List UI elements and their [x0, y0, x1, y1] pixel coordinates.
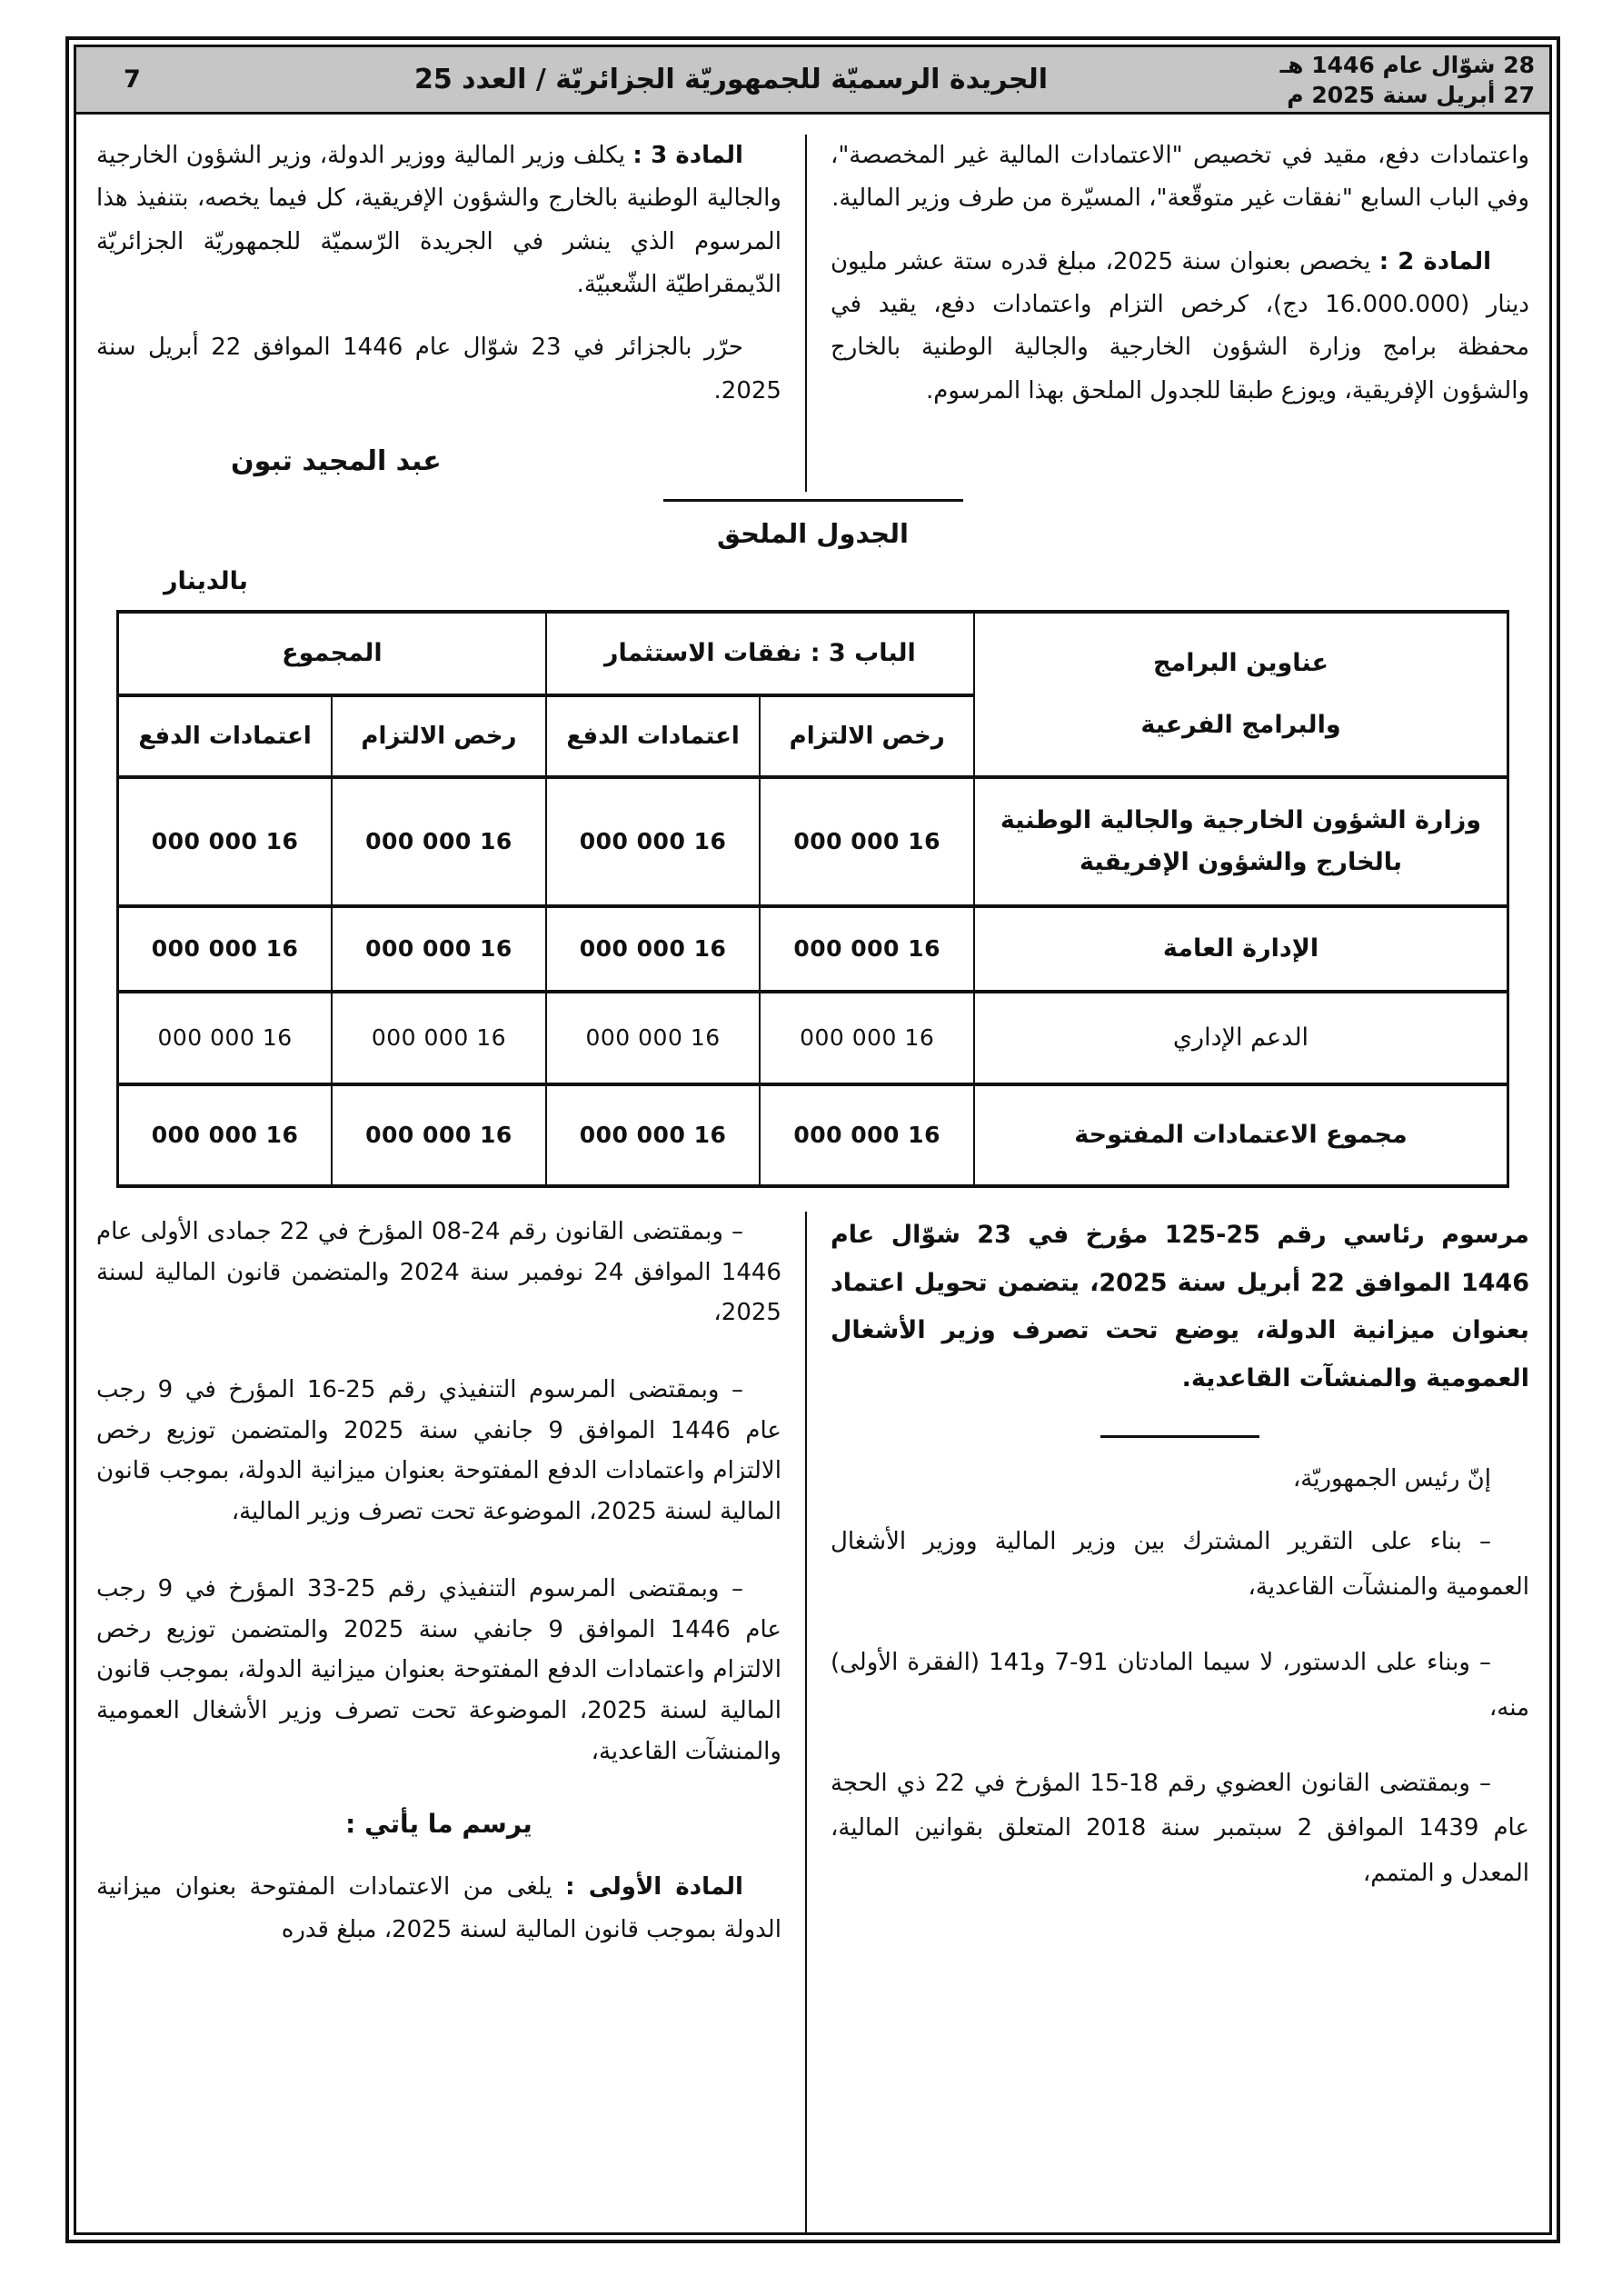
visa-paragraph: – بناء على التقرير المشترك بين وزير المالية ووزير الأشغال العمومية والمنشآت القاعدية،	[830, 1528, 1529, 1601]
row-value: 16 000 000	[118, 906, 333, 992]
row-value: 16 000 000	[118, 777, 333, 906]
table-header-groups	[118, 612, 1508, 695]
row-value: 16 000 000	[332, 992, 546, 1084]
row-value: 16 000 000	[760, 992, 974, 1084]
table-row	[118, 906, 1508, 992]
president-signature: عبد المجيد تبون	[231, 444, 442, 477]
decree-divider-rule	[1100, 1435, 1259, 1438]
subheader-total-commitment: رخص الالتزام	[332, 695, 546, 777]
visa-paragraph: – وبمقتضى المرسوم التنفيذي رقم 25-16 المؤرخ في 9 رجب عام 1446 الموافق 9 جانفي سنة 2025 والمتضمن توزيع رخص الالتزام واعتمادات الدفع المفتوحة بعنوان ميزانية الدولة، بموجب قانون المالية لسنة 2025، الموضوعة تحت تصرف وزير المالية،	[96, 1376, 781, 1526]
article-1-text: يلغى من الاعتمادات المفتوحة بعنوان ميزانية الدولة بموجب قانون المالية لسنة 2025، مبلغ قدره	[96, 1872, 781, 1943]
enactment-formula: يرسم ما يأتي :	[345, 1808, 532, 1839]
group-header-chapter3: الباب 3 : نفقات الاستثمار	[546, 612, 974, 695]
journal-title: الجريدة الرسميّة للجمهوريّة الجزائريّة / العدد 25	[413, 64, 1049, 95]
top-columns	[76, 115, 1549, 492]
row-value: 16 000 000	[760, 1084, 974, 1186]
annex-currency-note: بالدينار	[164, 566, 248, 595]
column-header-programs	[974, 612, 1508, 777]
masthead	[76, 47, 1549, 115]
top-left-column	[87, 135, 805, 492]
table-row	[118, 777, 1508, 906]
group-header-total: المجموع	[118, 612, 546, 695]
row-value: 16 000 000	[332, 906, 546, 992]
top-right-column	[805, 135, 1538, 492]
row-value: 16 000 000	[760, 777, 974, 906]
table-row-total	[118, 1084, 1508, 1186]
masthead-dates	[1249, 50, 1549, 110]
gregorian-date: 27 أبريل سنة 2025 م	[1287, 81, 1535, 108]
row-value: 16 000 000	[118, 1084, 333, 1186]
hijri-date: 28 شوّال عام 1446 هـ	[1279, 51, 1535, 78]
article-3-text: يكلف وزير المالية ووزير الدولة، وزير الشؤون الخارجية والجالية الوطنية بالخارج والشؤون الإفريقية، كل فيما يخصه، بتنفيذ هذا المرسوم الذي ينشر في الجريدة الرّسميّة للجمهوريّة الجزائريّة الدّيمقراطيّة الشّعبيّة.	[96, 142, 781, 298]
done-at-paragraph: حرّر بالجزائر في 23 شوّال عام 1446 الموافق 22 أبريل سنة 2025.	[96, 334, 781, 404]
subheader-chapter3-payment: اعتمادات الدفع	[546, 695, 761, 777]
article-2-label: المادة 2 :	[1378, 247, 1491, 275]
row-label: الإدارة العامة	[974, 906, 1508, 992]
row-value: 16 000 000	[546, 992, 761, 1084]
bottom-columns	[76, 1188, 1549, 2232]
row-value: 16 000 000	[760, 906, 974, 992]
row-value: 16 000 000	[546, 906, 761, 992]
annex-table	[116, 610, 1509, 1188]
article-2-text: يخصص بعنوان سنة 2025، مبلغ قدره ستة عشر مليون دينار (16.000.000 دج)، كرخص التزام واعتمادات دفع، يقيد في محفظة برامج وزارة الشؤون الخارجية والجالية الوطنية بالخارج والشؤون الإفريقية، ويوزع طبقا للجدول الملحق بهذا المرسوم.	[830, 247, 1529, 404]
article-1-label: المادة الأولى :	[565, 1872, 743, 1901]
gazette-page	[65, 36, 1560, 2243]
page-number: 7	[124, 65, 141, 94]
preamble-line: إنّ رئيس الجمهوريّة،	[1292, 1465, 1491, 1493]
page-inner-border	[74, 45, 1552, 2235]
visa-paragraph: – وبمقتضى القانون العضوي رقم 18-15 المؤرخ في 22 ذي الحجة عام 1439 الموافق 2 سبتمبر سنة 2018 المتعلق بقوانين المالية، المعدل و المتمم،	[830, 1770, 1529, 1887]
table-row	[118, 992, 1508, 1084]
row-label: الدعم الإداري	[974, 992, 1508, 1084]
row-value: 16 000 000	[546, 1084, 761, 1186]
article-1-paragraph	[96, 1866, 781, 1952]
visa-paragraph: – وبمقتضى المرسوم التنفيذي رقم 25-33 المؤرخ في 9 رجب عام 1446 الموافق 9 جانفي سنة 2025 والمتضمن توزيع رخص الالتزام واعتمادات الدفع المفتوحة بعنوان ميزانية الدولة، بموجب قانون المالية لسنة 2025، الموضوعة تحت تصرف وزير الأشغال العمومية والمنشآت القاعدية،	[96, 1574, 781, 1765]
row-value: 16 000 000	[546, 777, 761, 906]
bottom-right-column	[805, 1212, 1538, 2232]
column-header-programs-line1: عناوين البرامج	[1153, 649, 1328, 678]
annex-title: الجدول الملحق	[717, 517, 909, 549]
row-label: وزارة الشؤون الخارجية والجالية الوطنية بالخارج والشؤون الإفريقية	[974, 777, 1508, 906]
row-value: 16 000 000	[118, 992, 333, 1084]
row-value: 16 000 000	[332, 777, 546, 906]
row-value: 16 000 000	[332, 1084, 546, 1186]
article-3-label: المادة 3 :	[632, 142, 743, 169]
carryover-paragraph: واعتمادات دفع، مقيد في تخصيص "الاعتمادات المالية غير المخصصة"، وفي الباب السابع "نفقات غير متوقّعة"، المسيّرة من طرف وزير المالية.	[830, 142, 1529, 213]
visa-paragraph: – وبمقتضى القانون رقم 24-08 المؤرخ في 22 جمادى الأولى عام 1446 الموافق 24 نوفمبر سنة 2024 والمتضمن قانون المالية لسنة 2025،	[96, 1217, 781, 1327]
visa-paragraph: – وبناء على الدستور، لا سيما المادتان 91-7 و141 (الفقرة الأولى) منه،	[830, 1649, 1529, 1722]
subheader-chapter3-commitment: رخص الالتزام	[760, 695, 974, 777]
article-3-paragraph	[96, 135, 781, 306]
decree-heading: مرسوم رئاسي رقم 25-125 مؤرخ في 23 شوّال عام 1446 الموافق 22 أبريل سنة 2025، يتضمن تحويل اعتماد بعنوان ميزانية الدولة، يوضع تحت تصرف وزير الأشغال العمومية والمنشآت القاعدية.	[830, 1220, 1529, 1393]
bottom-left-column	[87, 1212, 805, 2232]
subheader-total-payment: اعتمادات الدفع	[118, 695, 333, 777]
column-header-programs-line2: والبرامج الفرعية	[1140, 710, 1341, 739]
article-2-paragraph	[831, 241, 1529, 413]
section-divider-rule	[663, 499, 963, 502]
row-label: مجموع الاعتمادات المفتوحة	[974, 1084, 1508, 1186]
